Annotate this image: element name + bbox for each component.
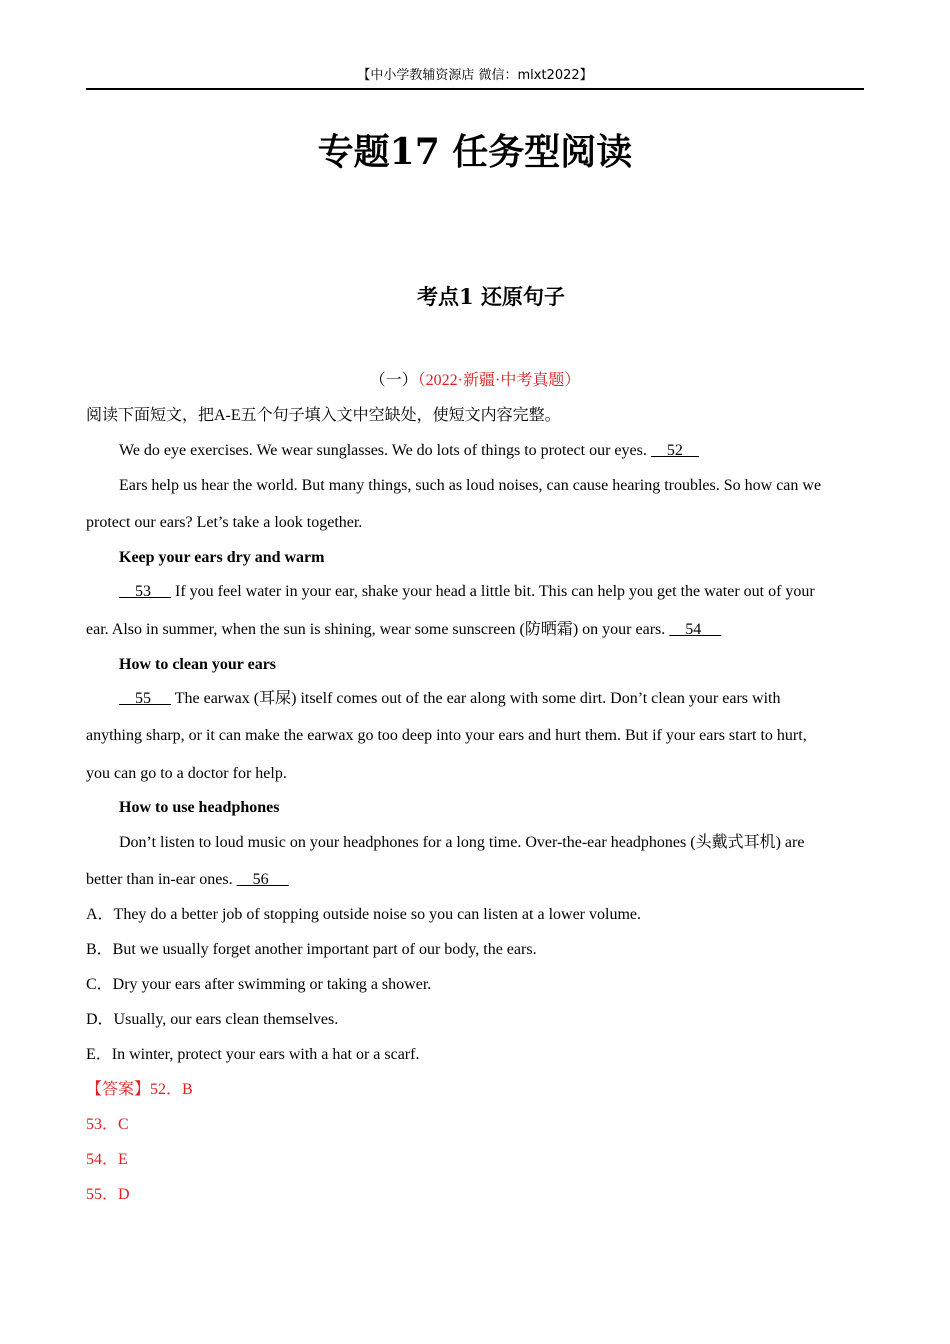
section-index: （一） bbox=[369, 372, 418, 389]
paragraph-text: better than in-ear ones. bbox=[86, 871, 233, 888]
paragraph-text: The earwax (耳屎) itself comes out of the ear along with some dirt. Don’t clean your ears with bbox=[174, 690, 781, 707]
heading-dry-warm: Keep your ears dry and warm bbox=[119, 549, 325, 566]
option-a: A．They do a better job of stopping outside noise so you can listen at a lower volume. bbox=[86, 906, 641, 923]
page-title: 专题17 任务型阅读 bbox=[317, 131, 633, 173]
page-header: 【中小学教辅资源店 微信：mlxt2022】 bbox=[86, 66, 864, 90]
answer-54: 54．E bbox=[86, 1151, 128, 1168]
instruction: 阅读下面短文，把A-E五个句子填入文中空缺处，使短文内容完整。 bbox=[86, 407, 561, 424]
option-e: E．In winter, protect your ears with a hat or a scarf. bbox=[86, 1046, 420, 1063]
paragraph-4-line-3: you can go to a doctor for help. bbox=[86, 765, 287, 782]
answer-53: 53．C bbox=[86, 1116, 129, 1133]
answer-55: 55．D bbox=[86, 1186, 130, 1203]
paragraph-4-line-1 bbox=[119, 688, 780, 710]
paragraph-2-line-1: Ears help us hear the world. But many things, such as loud noises, can cause hearing troubles. So how can we bbox=[119, 477, 822, 494]
paragraph-5-line-1: Don’t listen to loud music on your headphones for a long time. Over-the-ear headphones (头戴式耳机) are bbox=[119, 834, 805, 851]
option-d: D．Usually, our ears clean themselves. bbox=[86, 1011, 339, 1028]
paragraph-1 bbox=[119, 440, 699, 462]
paragraph-5-line-2 bbox=[86, 869, 289, 891]
heading-clean-ears: How to clean your ears bbox=[119, 656, 277, 673]
paragraph-3-line-2 bbox=[86, 619, 721, 641]
section-subtitle: 考点1 还原句子 bbox=[417, 284, 565, 309]
blank-55: 55 bbox=[119, 690, 171, 707]
paragraph-2-line-2: protect our ears? Let’s take a look together. bbox=[86, 514, 363, 531]
blank-53: 53 bbox=[119, 583, 171, 600]
paragraph-text: ear. Also in summer, when the sun is shining, wear some sunscreen (防晒霜) on your ears. bbox=[86, 621, 666, 638]
blank-56: 56 bbox=[236, 871, 289, 888]
exam-source: （2022·新疆·中考真题） bbox=[417, 372, 581, 389]
heading-headphones: How to use headphones bbox=[119, 799, 280, 816]
paragraph-text: We do eye exercises. We wear sunglasses. We do lots of things to protect our eyes. bbox=[119, 442, 647, 459]
option-b: B．But we usually forget another important part of our body, the ears. bbox=[86, 941, 537, 958]
blank-52: 52 bbox=[650, 442, 699, 459]
paragraph-text: If you feel water in your ear, shake your head a little bit. This can help you get the water out of your bbox=[175, 583, 815, 600]
paragraph-3-line-1 bbox=[119, 581, 815, 603]
blank-54: 54 bbox=[669, 621, 722, 638]
option-c: C．Dry your ears after swimming or taking a shower. bbox=[86, 976, 432, 993]
answer-52: 【答案】52．B bbox=[86, 1081, 193, 1098]
question-source-line bbox=[0, 370, 950, 392]
paragraph-4-line-2: anything sharp, or it can make the earwax go too deep into your ears and hurt them. But if your ears start to hurt, bbox=[86, 727, 807, 744]
